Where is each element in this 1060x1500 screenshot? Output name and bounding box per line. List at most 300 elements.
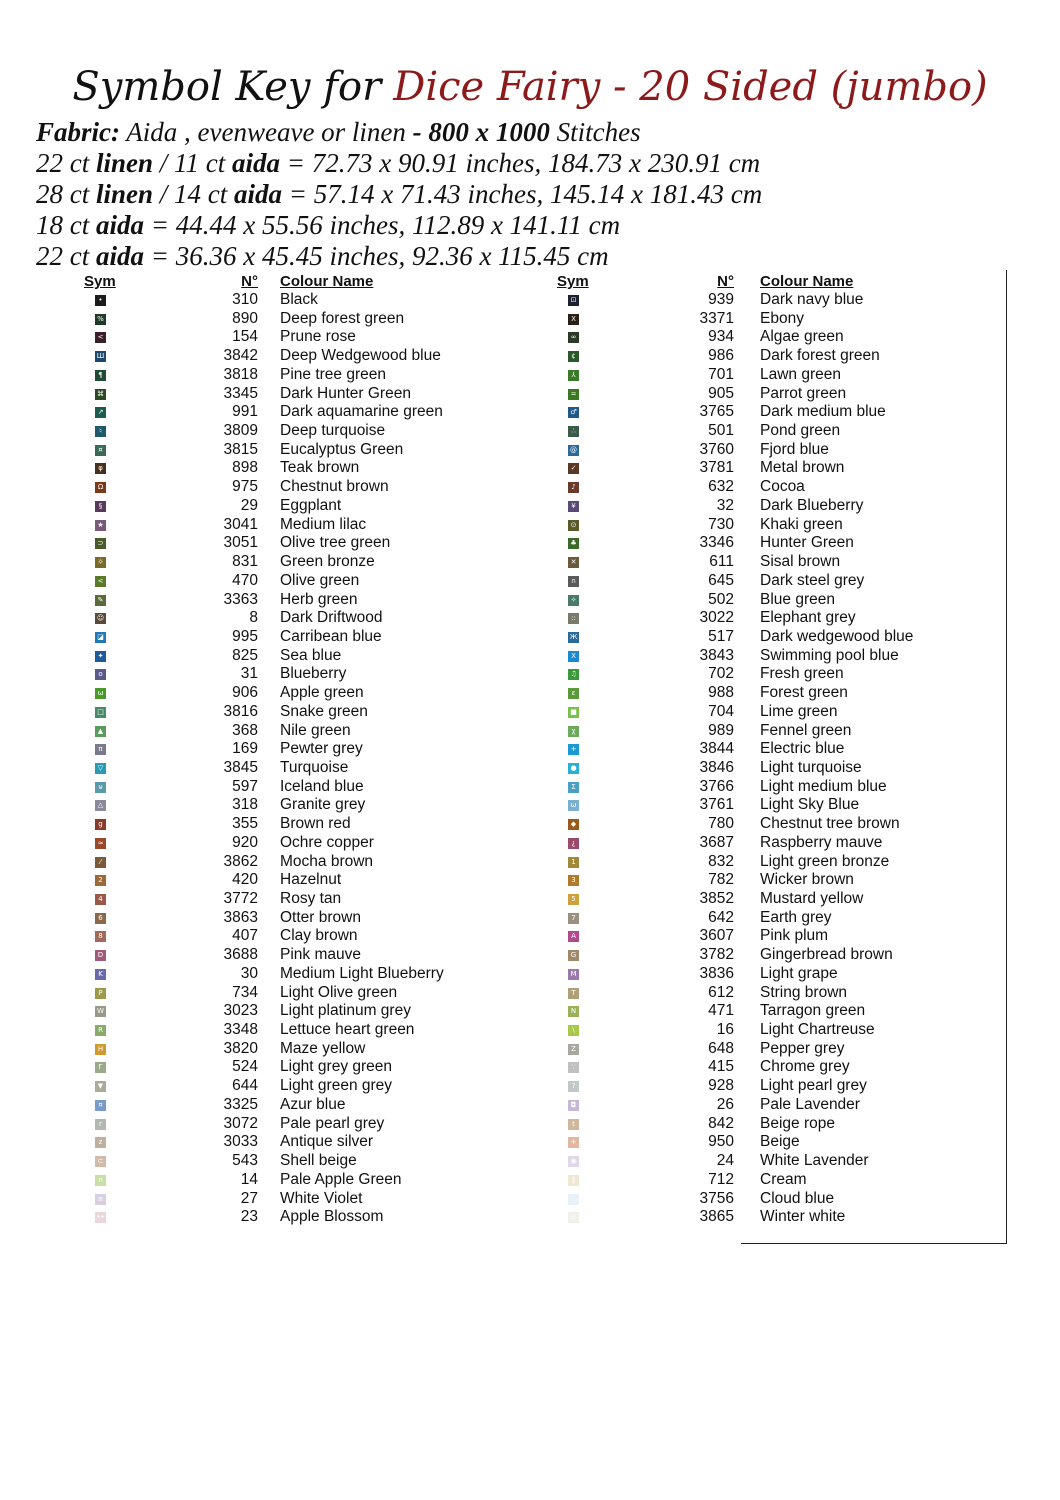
title-pattern-name: Dice Fairy - 20 Sided (jumbo) xyxy=(393,64,988,110)
colour-name: Ochre copper xyxy=(280,833,374,851)
colour-name: Eggplant xyxy=(280,496,342,514)
colour-number: 3756 xyxy=(699,1189,734,1207)
symbol-swatch-icon: ? xyxy=(568,1081,579,1092)
colour-number: 3781 xyxy=(699,459,734,477)
colour-name: Teak brown xyxy=(280,459,360,477)
colour-name: Tarragon green xyxy=(760,1002,866,1020)
colour-name: Eucalyptus Green xyxy=(280,440,404,458)
symbol-swatch-icon: 7 xyxy=(568,913,579,924)
colour-number: 8 xyxy=(249,609,258,627)
colour-name: Earth grey xyxy=(760,908,832,926)
symbol-swatch-icon: ω xyxy=(568,800,579,811)
symbol-swatch-icon: ▼ xyxy=(95,1081,106,1092)
colour-name: Carribean blue xyxy=(280,627,382,645)
key-row xyxy=(80,403,550,422)
key-row xyxy=(553,1040,1023,1059)
colour-number: 3782 xyxy=(699,946,734,964)
colour-number: 3363 xyxy=(223,590,258,608)
header-colour-name: Colour Name xyxy=(760,273,854,290)
fabric-stitch-size: 800 x 1000 xyxy=(428,117,550,147)
colour-name: Chrome grey xyxy=(760,1058,850,1076)
colour-name: Dark Driftwood xyxy=(280,609,383,627)
colour-name: Winter white xyxy=(760,1208,846,1226)
key-row xyxy=(553,1133,1023,1152)
symbol-swatch-icon: R xyxy=(95,1025,106,1036)
key-row xyxy=(553,553,1023,572)
key-row xyxy=(553,1152,1023,1171)
colour-name: Light Olive green xyxy=(280,983,398,1001)
colour-number: 318 xyxy=(232,796,258,814)
colour-number: 632 xyxy=(708,478,734,496)
size-count-alt: / 14 ct xyxy=(159,179,228,209)
symbol-swatch-icon: X xyxy=(568,651,579,662)
colour-number: 31 xyxy=(240,665,258,683)
header-number: N° xyxy=(717,273,734,290)
size-fabric: linen xyxy=(96,179,154,209)
key-row xyxy=(553,1115,1023,1134)
colour-number: 3766 xyxy=(699,777,734,795)
colour-number: 3022 xyxy=(699,609,734,627)
key-row xyxy=(553,684,1023,703)
key-row xyxy=(553,909,1023,928)
colour-number: 3687 xyxy=(699,833,734,851)
colour-number: 26 xyxy=(716,1095,734,1113)
colour-number: 3607 xyxy=(699,927,734,945)
colour-name: Black xyxy=(280,291,318,308)
colour-name: Light turquoise xyxy=(760,758,862,776)
colour-name: Brown red xyxy=(280,815,351,833)
key-row xyxy=(80,890,550,909)
colour-number: 831 xyxy=(232,553,258,571)
size-line-3 xyxy=(36,210,620,241)
colour-number: 597 xyxy=(232,777,258,795)
colour-number: 898 xyxy=(232,459,258,477)
colour-number: 3845 xyxy=(223,758,258,776)
colour-name: Wicker brown xyxy=(760,871,854,889)
symbol-swatch-icon: @ xyxy=(570,445,577,454)
symbol-swatch-icon: ◉ xyxy=(568,1156,579,1167)
size-count: 22 ct xyxy=(36,241,90,271)
header-sym: Sym xyxy=(557,273,589,290)
colour-number: 3852 xyxy=(699,890,734,907)
colour-name: Iceland blue xyxy=(280,777,364,795)
key-row xyxy=(80,628,550,647)
key-row xyxy=(80,778,550,797)
colour-number: 995 xyxy=(232,627,258,645)
size-fabric-alt: aida xyxy=(232,148,281,178)
key-row xyxy=(553,740,1023,759)
colour-number: 3688 xyxy=(223,946,258,964)
colour-name: Algae green xyxy=(760,328,844,346)
key-row xyxy=(80,422,550,441)
key-row xyxy=(80,965,550,984)
key-row xyxy=(80,328,550,347)
symbol-swatch-icon: 6 xyxy=(95,913,106,924)
key-row xyxy=(553,628,1023,647)
key-row xyxy=(80,310,550,329)
size-fabric: linen xyxy=(96,148,154,178)
colour-number: 501 xyxy=(708,422,734,440)
colour-number: 3760 xyxy=(699,440,734,458)
symbol-swatch-icon: ✎ xyxy=(95,595,106,606)
key-row xyxy=(553,1208,1023,1227)
colour-number: 780 xyxy=(708,815,734,833)
key-row xyxy=(553,834,1023,853)
colour-number: 939 xyxy=(708,291,734,308)
colour-name: Electric blue xyxy=(760,740,845,758)
colour-number: 645 xyxy=(708,571,734,589)
symbol-swatch-icon: □ xyxy=(95,707,106,718)
key-row xyxy=(80,703,550,722)
symbol-swatch-icon: ¥ xyxy=(568,501,579,512)
colour-name: Mocha brown xyxy=(280,852,374,870)
colour-name: Beige rope xyxy=(760,1114,835,1132)
colour-number: 27 xyxy=(240,1189,258,1207)
colour-name: Otter brown xyxy=(280,908,361,926)
colour-name: Dark aquamarine green xyxy=(280,403,443,421)
key-row xyxy=(80,534,550,553)
key-row xyxy=(553,647,1023,666)
key-row xyxy=(553,778,1023,797)
key-row xyxy=(80,478,550,497)
key-row xyxy=(80,553,550,572)
colour-number: 989 xyxy=(708,721,734,739)
symbol-swatch-icon: P xyxy=(95,988,106,999)
fabric-dash: - xyxy=(412,117,422,147)
key-row xyxy=(80,647,550,666)
key-row xyxy=(80,591,550,610)
key-row xyxy=(553,422,1023,441)
symbol-swatch-icon: •• xyxy=(96,1213,105,1222)
key-row xyxy=(553,1058,1023,1077)
key-rows-left xyxy=(80,291,550,1227)
colour-name: Lime green xyxy=(760,702,838,720)
colour-name: Forest green xyxy=(760,684,848,702)
colour-name: Pale Apple Green xyxy=(280,1170,402,1188)
key-row xyxy=(553,965,1023,984)
size-line-2 xyxy=(36,179,762,210)
colour-number: 355 xyxy=(232,815,258,833)
colour-number: 988 xyxy=(708,684,734,702)
colour-name: Herb green xyxy=(280,590,358,608)
colour-name: Pink mauve xyxy=(280,946,361,964)
symbol-swatch-icon: ▽ xyxy=(95,763,106,774)
colour-name: Pepper grey xyxy=(760,1039,845,1057)
colour-name: Light grey green xyxy=(280,1058,393,1076)
colour-name: Dark medium blue xyxy=(760,403,886,421)
key-row xyxy=(553,591,1023,610)
colour-number: 415 xyxy=(708,1058,734,1076)
symbol-swatch-icon: 1 xyxy=(568,857,579,868)
colour-number: 3846 xyxy=(699,758,734,776)
symbol-swatch-icon: + xyxy=(568,744,579,755)
key-row xyxy=(553,1190,1023,1209)
key-row xyxy=(553,871,1023,890)
key-row xyxy=(553,441,1023,460)
colour-number: 648 xyxy=(708,1039,734,1057)
key-row xyxy=(553,1171,1023,1190)
symbol-swatch-icon: ↗ xyxy=(95,407,106,418)
colour-name: Hunter Green xyxy=(760,534,854,552)
symbol-swatch-icon: ⊙ xyxy=(568,520,579,531)
colour-name: Azur blue xyxy=(280,1095,346,1113)
symbol-swatch-icon: ♪ xyxy=(568,482,579,493)
symbol-swatch-icon: ω xyxy=(95,688,106,699)
colour-name: Dark forest green xyxy=(760,347,880,365)
key-row xyxy=(80,1133,550,1152)
symbol-swatch-icon: ♣ xyxy=(568,538,579,549)
symbol-swatch-icon: ● xyxy=(568,763,579,774)
colour-number: 3072 xyxy=(223,1114,258,1132)
key-row xyxy=(553,347,1023,366)
colour-name: Apple green xyxy=(280,684,364,702)
symbol-swatch-icon: ¤ xyxy=(95,445,106,456)
key-column-left xyxy=(80,273,550,1227)
key-row xyxy=(80,497,550,516)
key-row xyxy=(553,478,1023,497)
colour-number: 3051 xyxy=(223,534,258,552)
key-row xyxy=(80,347,550,366)
key-row xyxy=(80,722,550,741)
symbol-swatch-icon: D xyxy=(95,950,106,961)
colour-number: 644 xyxy=(232,1077,258,1095)
size-dimensions: = 72.73 x 90.91 inches, 184.73 x 230.91 cm xyxy=(286,148,761,178)
symbol-swatch-icon: :: xyxy=(568,613,579,624)
key-row xyxy=(553,890,1023,909)
symbol-swatch-icon: < xyxy=(95,332,106,343)
symbol-swatch-icon: 2 xyxy=(95,875,106,886)
colour-number: 3843 xyxy=(699,646,734,664)
colour-name: Cloud blue xyxy=(760,1189,835,1207)
key-row xyxy=(80,291,550,310)
colour-name: White Lavender xyxy=(760,1152,869,1170)
key-row xyxy=(553,459,1023,478)
key-row xyxy=(80,609,550,628)
key-row xyxy=(553,1002,1023,1021)
symbol-swatch-icon: ♮ xyxy=(95,426,106,437)
colour-name: String brown xyxy=(760,983,848,1001)
colour-number: 471 xyxy=(708,1002,734,1020)
colour-number: 29 xyxy=(240,496,258,514)
symbol-swatch-icon: N xyxy=(568,1006,579,1017)
colour-name: Snake green xyxy=(280,702,368,720)
symbol-swatch-icon: ∞ xyxy=(568,332,579,343)
symbol-swatch-icon: ·. xyxy=(568,1194,579,1205)
key-row xyxy=(80,572,550,591)
key-row xyxy=(80,1058,550,1077)
symbol-swatch-icon: ☼ xyxy=(95,557,106,568)
colour-number: 3815 xyxy=(223,440,258,458)
colour-number: 730 xyxy=(708,515,734,533)
colour-name: Pale pearl grey xyxy=(280,1114,385,1132)
key-row xyxy=(80,796,550,815)
symbol-swatch-icon: ◘ xyxy=(568,1100,579,1111)
colour-number: 3809 xyxy=(223,422,258,440)
colour-name: Deep turquoise xyxy=(280,422,386,440)
symbol-swatch-icon: ◆ xyxy=(568,819,579,830)
symbol-swatch-icon: ◎ xyxy=(568,1212,579,1223)
symbol-swatch-icon: ◪ xyxy=(95,632,106,643)
colour-number: 642 xyxy=(708,908,734,926)
colour-name: Nile green xyxy=(280,721,351,739)
key-row xyxy=(553,328,1023,347)
colour-number: 3033 xyxy=(223,1133,258,1151)
symbol-swatch-icon: \ xyxy=(568,1025,579,1036)
symbol-swatch-icon: ■ xyxy=(568,707,579,718)
colour-name: Light Sky Blue xyxy=(760,796,860,814)
key-row xyxy=(80,1115,550,1134)
colour-number: 420 xyxy=(232,871,258,889)
colour-name: Metal brown xyxy=(760,459,845,477)
key-row xyxy=(553,1021,1023,1040)
colour-name: Beige xyxy=(760,1133,800,1151)
key-row xyxy=(80,684,550,703)
symbol-swatch-icon: Ω xyxy=(95,482,106,493)
colour-name: White Violet xyxy=(280,1189,363,1207)
header-number: N° xyxy=(241,273,258,290)
fabric-types: Aida , evenweave or linen xyxy=(126,117,406,147)
size-count-alt: / 11 ct xyxy=(159,148,226,178)
colour-number: 986 xyxy=(708,347,734,365)
symbol-swatch-icon: ⌘ xyxy=(97,389,104,398)
key-row xyxy=(80,385,550,404)
key-row xyxy=(80,1208,550,1227)
key-row xyxy=(80,834,550,853)
key-row xyxy=(553,310,1023,329)
key-row xyxy=(553,703,1023,722)
colour-number: 832 xyxy=(708,852,734,870)
colour-number: 906 xyxy=(232,684,258,702)
symbol-swatch-icon: ∩ xyxy=(95,1175,106,1186)
colour-name: Hazelnut xyxy=(280,871,342,889)
key-column-right xyxy=(553,273,1023,1227)
key-row xyxy=(80,1077,550,1096)
symbol-swatch-icon: 5 xyxy=(568,894,579,905)
header-colour-name: Colour Name xyxy=(280,273,374,290)
symbol-swatch-icon: Ж xyxy=(569,632,578,641)
key-row xyxy=(80,946,550,965)
colour-name: Sisal brown xyxy=(760,553,841,571)
key-row xyxy=(553,815,1023,834)
key-row xyxy=(80,1190,550,1209)
colour-name: Blueberry xyxy=(280,665,347,683)
colour-name: Pond green xyxy=(760,422,841,440)
key-row xyxy=(80,759,550,778)
symbol-swatch-icon: 3 xyxy=(568,875,579,886)
key-row xyxy=(553,572,1023,591)
colour-name: Light platinum grey xyxy=(280,1002,411,1020)
key-row xyxy=(553,385,1023,404)
colour-number: 3842 xyxy=(223,347,258,365)
size-dimensions: = 44.44 x 55.56 inches, 112.89 x 141.11 cm xyxy=(150,210,621,240)
symbol-swatch-icon: ⊡ xyxy=(568,295,579,306)
colour-number: 3765 xyxy=(699,403,734,421)
colour-number: 3023 xyxy=(223,1002,258,1020)
symbol-swatch-icon: Г xyxy=(95,1062,106,1073)
key-row xyxy=(80,909,550,928)
key-row xyxy=(80,441,550,460)
colour-name: Dark Hunter Green xyxy=(280,384,411,402)
symbol-swatch-icon: ⁄ xyxy=(95,857,106,868)
colour-name: Pine tree green xyxy=(280,365,386,383)
size-fabric: aida xyxy=(96,210,145,240)
symbol-swatch-icon: ¿ xyxy=(568,838,579,849)
symbol-swatch-icon: K xyxy=(95,969,106,980)
colour-number: 950 xyxy=(708,1133,734,1151)
symbol-swatch-icon: ★ xyxy=(95,520,106,531)
key-row xyxy=(80,1171,550,1190)
symbol-swatch-icon: M xyxy=(568,969,579,980)
colour-number: 934 xyxy=(708,328,734,346)
key-row xyxy=(80,853,550,872)
colour-number: 905 xyxy=(708,384,734,402)
symbol-swatch-icon: T xyxy=(568,988,579,999)
colour-number: 3041 xyxy=(223,515,258,533)
size-count: 18 ct xyxy=(36,210,90,240)
colour-number: 310 xyxy=(232,291,258,308)
symbol-swatch-icon: + xyxy=(568,1137,579,1148)
header-sym: Sym xyxy=(84,273,116,290)
key-row xyxy=(80,366,550,385)
key-row xyxy=(553,853,1023,872)
colour-name: Blue green xyxy=(760,590,835,608)
colour-number: 3345 xyxy=(223,384,258,402)
size-fabric: aida xyxy=(96,241,145,271)
symbol-swatch-icon: ε xyxy=(568,688,579,699)
symbol-swatch-icon: ⅄ xyxy=(568,370,579,381)
colour-number: 3772 xyxy=(223,890,258,907)
symbol-swatch-icon: Σ xyxy=(568,782,579,793)
symbol-swatch-icon: t xyxy=(568,1119,579,1130)
colour-name: Light Chartreuse xyxy=(760,1021,875,1039)
symbol-swatch-icon: 8 xyxy=(95,931,106,942)
key-row xyxy=(553,927,1023,946)
fabric-label: Fabric: xyxy=(36,117,120,147)
colour-number: 611 xyxy=(709,553,734,571)
colour-number: 712 xyxy=(708,1170,734,1188)
title-prefix: Symbol Key for xyxy=(72,64,382,110)
symbol-swatch-icon: = xyxy=(568,389,579,400)
key-row xyxy=(80,1152,550,1171)
colour-name: Clay brown xyxy=(280,927,358,945)
colour-number: 991 xyxy=(232,403,258,421)
colour-number: 702 xyxy=(708,665,734,683)
key-row xyxy=(80,665,550,684)
symbol-swatch-icon: § xyxy=(95,501,106,512)
colour-name: Chestnut tree brown xyxy=(760,815,900,833)
key-row xyxy=(80,1040,550,1059)
colour-name: Olive tree green xyxy=(280,534,391,552)
colour-number: 517 xyxy=(708,627,734,645)
symbol-swatch-icon: ≡ xyxy=(95,1194,106,1205)
key-row xyxy=(553,796,1023,815)
colour-number: 3820 xyxy=(223,1039,258,1057)
colour-number: 3862 xyxy=(223,852,258,870)
colour-name: Deep forest green xyxy=(280,309,405,327)
key-row xyxy=(553,946,1023,965)
colour-name: Olive green xyxy=(280,571,360,589)
colour-number: 734 xyxy=(232,983,258,1001)
colour-number: 407 xyxy=(232,927,258,945)
colour-number: 3816 xyxy=(223,702,258,720)
key-row xyxy=(553,665,1023,684)
colour-number: 32 xyxy=(716,496,734,514)
colour-name: Medium Light Blueberry xyxy=(280,964,444,982)
colour-name: Granite grey xyxy=(280,796,366,814)
symbol-swatch-icon: g xyxy=(95,819,106,830)
colour-number: 169 xyxy=(232,740,258,758)
colour-name: Lawn green xyxy=(760,365,842,383)
